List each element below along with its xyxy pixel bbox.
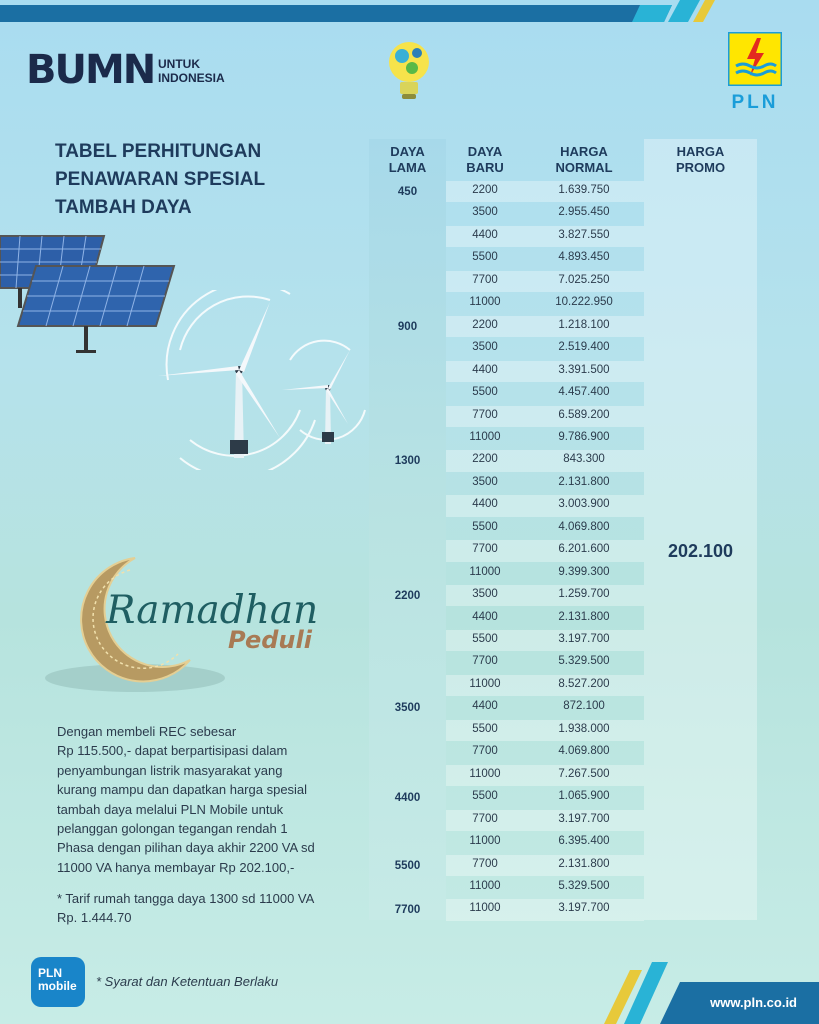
pln-mobile-line-2: mobile — [38, 979, 77, 993]
pln-wordmark: PLN — [731, 92, 779, 113]
top-decor-bar — [0, 0, 819, 22]
bumn-wordmark: BUMN — [26, 47, 155, 93]
cell-daya-baru: 11000 — [469, 430, 501, 443]
cell-daya-baru: 4400 — [472, 363, 498, 376]
cell-harga-normal: 1.639.750 — [558, 184, 610, 196]
cell-harga-normal: 3.391.500 — [558, 363, 610, 376]
table-row — [446, 675, 644, 696]
bumn-tagline-1: UNTUK — [158, 57, 200, 71]
tariff-note-line: Rp. 1.444.70 — [57, 910, 132, 925]
bumn-logo — [26, 48, 246, 92]
cell-daya-baru: 2200 — [472, 184, 498, 196]
cell-harga-normal: 4.893.450 — [558, 251, 610, 264]
cell-harga-normal: 2.519.400 — [558, 341, 610, 354]
header-harga-promo — [644, 144, 757, 184]
cell-daya-baru: 5500 — [472, 722, 498, 735]
cell-daya-baru: 2200 — [472, 318, 498, 331]
cell-daya-lama: 4400 — [394, 792, 421, 805]
cell-daya-baru: 3500 — [472, 475, 498, 488]
cell-harga-normal: 3.197.700 — [558, 812, 610, 825]
cell-harga-normal: 9.786.900 — [558, 430, 610, 443]
header-daya-baru — [446, 144, 524, 184]
description-line: 11000 VA hanya membayar Rp 202.100,- — [57, 859, 295, 875]
pricing-table — [369, 139, 757, 920]
cell-daya-baru: 5500 — [472, 790, 498, 803]
wind-turbine-illustration — [150, 290, 380, 470]
cell-daya-lama: 1300 — [394, 455, 421, 468]
cell-daya-baru: 4400 — [472, 498, 498, 511]
cell-harga-normal: 3.197.700 — [558, 902, 610, 915]
table-row — [446, 406, 644, 427]
table-row — [446, 271, 644, 292]
header-harga-normal — [524, 144, 644, 184]
cell-harga-normal: 7.267.500 — [558, 767, 610, 780]
table-row — [446, 316, 644, 337]
cell-harga-normal: 10.222.950 — [555, 296, 613, 309]
column-harga-promo — [644, 139, 757, 920]
cell-daya-baru: 7700 — [472, 273, 498, 286]
cell-harga-normal: 2.955.450 — [558, 206, 610, 219]
header-text: BARU — [466, 160, 504, 175]
table-row — [446, 720, 644, 741]
table-row — [446, 361, 644, 382]
cell-daya-baru: 7700 — [472, 857, 498, 870]
description-line: penyambungan listrik masyarakat yang — [57, 762, 283, 778]
cell-daya-baru: 11000 — [469, 565, 501, 578]
table-row — [446, 742, 644, 763]
cell-harga-normal: 4.069.800 — [558, 520, 610, 533]
description-line: Rp 115.500,- dapat berpartisipasi dalam — [57, 743, 288, 759]
table-row — [446, 473, 644, 494]
page-title — [55, 138, 325, 222]
cell-daya-baru: 7700 — [472, 408, 498, 421]
pln-logo — [726, 32, 784, 112]
cell-daya-baru: 11000 — [469, 902, 501, 915]
table-row — [446, 518, 644, 539]
cell-daya-baru: 5500 — [472, 386, 498, 399]
header-text: DAYA — [467, 144, 503, 159]
table-row — [446, 293, 644, 314]
cell-harga-normal: 1.938.000 — [558, 722, 610, 735]
cell-harga-normal: 2.131.800 — [558, 857, 610, 870]
table-row — [446, 787, 644, 808]
bumn-tagline — [158, 57, 225, 85]
table-row — [446, 765, 644, 786]
table-row — [446, 855, 644, 876]
description-line: Phasa dengan pilihan daya akhir 2200 VA sd — [57, 840, 315, 856]
cell-daya-baru: 3500 — [472, 588, 498, 601]
cell-daya-baru: 5500 — [472, 520, 498, 533]
cell-daya-baru: 7700 — [472, 655, 498, 668]
cell-daya-baru: 11000 — [469, 879, 501, 892]
cell-daya-lama: 900 — [397, 320, 418, 333]
table-row — [446, 585, 644, 606]
cell-harga-normal: 3.827.550 — [558, 228, 610, 241]
cell-daya-baru: 11000 — [469, 296, 501, 309]
table-row — [446, 338, 644, 359]
header-text: NORMAL — [555, 160, 613, 175]
cell-daya-baru: 2200 — [472, 453, 498, 466]
pln-mobile-line-1: PLN — [38, 966, 62, 980]
cell-harga-normal: 2.131.800 — [558, 610, 610, 623]
cell-harga-normal: 7.025.250 — [558, 273, 610, 286]
footer-decor-bar — [600, 962, 819, 1024]
cell-daya-lama: 7700 — [394, 904, 421, 917]
table-row — [446, 697, 644, 718]
description-line: Dengan membeli REC sebesar — [57, 724, 237, 739]
website-link[interactable]: www.pln.co.id — [710, 995, 797, 1010]
description-line: pelanggan golongan tegangan rendah 1 — [57, 821, 288, 837]
header-text: PROMO — [675, 160, 726, 175]
cell-harga-normal: 1.218.100 — [558, 318, 610, 331]
cell-harga-normal: 6.589.200 — [558, 408, 610, 421]
description-line: kurang mampu dan dapatkan harga spesial — [57, 782, 308, 798]
cell-daya-lama: 5500 — [394, 859, 421, 872]
cell-harga-normal: 9.399.300 — [558, 565, 610, 578]
bumn-tagline-2: INDONESIA — [158, 71, 225, 85]
header-text: HARGA — [676, 144, 725, 159]
title-line-1: TABEL PERHITUNGAN — [55, 141, 262, 162]
tariff-note-line: * Tarif rumah tangga daya 1300 sd 11000 VA — [57, 891, 315, 906]
cell-harga-normal: 843.300 — [563, 453, 605, 466]
table-row — [446, 563, 644, 584]
header-text: HARGA — [560, 144, 608, 159]
cell-harga-normal: 2.131.800 — [558, 475, 610, 488]
cell-harga-normal: 8.527.200 — [558, 677, 610, 690]
table-row — [446, 428, 644, 449]
description — [57, 722, 347, 877]
cell-daya-baru: 4400 — [472, 228, 498, 241]
pln-lightning-icon — [728, 32, 782, 86]
description-line: tambah daya melalui PLN Mobile untuk — [57, 801, 284, 817]
title-line-3: TAMBAH DAYA — [55, 197, 192, 218]
cell-daya-baru: 11000 — [469, 767, 501, 780]
cell-daya-baru: 4400 — [472, 700, 498, 713]
table-row — [446, 450, 644, 471]
table-row — [446, 608, 644, 629]
cell-harga-normal: 3.003.900 — [558, 498, 610, 511]
tariff-note — [57, 889, 347, 927]
cell-daya-baru: 7700 — [472, 543, 498, 556]
header-text: DAYA — [390, 144, 425, 159]
table-row — [446, 203, 644, 224]
campaign-sub: Peduli — [228, 626, 312, 654]
cell-harga-normal: 5.329.500 — [558, 879, 610, 892]
table-row — [446, 899, 644, 920]
table-row — [446, 877, 644, 898]
table-row — [446, 181, 644, 202]
cell-harga-normal: 4.457.400 — [558, 386, 610, 399]
cell-daya-baru: 7700 — [472, 745, 498, 758]
cell-daya-lama: 3500 — [394, 702, 421, 715]
pln-mobile-app-icon[interactable] — [31, 957, 85, 1007]
cell-daya-baru: 11000 — [469, 677, 501, 690]
cell-harga-normal: 1.259.700 — [558, 588, 610, 601]
cell-harga-normal: 3.197.700 — [558, 633, 610, 645]
header-text: LAMA — [388, 160, 427, 175]
cell-daya-baru: 7700 — [472, 812, 498, 825]
table-row — [446, 383, 644, 404]
cell-harga-normal: 5.329.500 — [558, 655, 610, 668]
table-row — [446, 810, 644, 831]
cell-harga-normal: 4.069.800 — [558, 745, 610, 758]
cell-harga-normal: 1.065.900 — [558, 790, 610, 803]
cell-daya-lama: 450 — [397, 186, 418, 198]
cell-harga-normal: 6.395.400 — [558, 835, 610, 848]
title-line-2: PENAWARAN SPESIAL — [55, 169, 266, 190]
cell-daya-baru: 11000 — [469, 835, 501, 848]
cell-daya-baru: 5500 — [472, 251, 498, 264]
cell-daya-baru: 3500 — [472, 206, 498, 219]
table-row — [446, 226, 644, 247]
header-daya-lama — [369, 144, 446, 184]
campaign-name: Ramadhan — [106, 588, 319, 633]
cell-daya-lama: 2200 — [394, 590, 421, 603]
table-row — [446, 652, 644, 673]
cell-daya-baru: 3500 — [472, 341, 498, 354]
cell-daya-baru: 4400 — [472, 610, 498, 623]
lightbulb-icon — [384, 38, 434, 102]
table-row — [446, 248, 644, 269]
cell-harga-normal: 6.201.600 — [558, 543, 610, 556]
table-row — [446, 540, 644, 561]
terms-text: * Syarat dan Ketentuan Berlaku — [96, 974, 279, 989]
table-row — [446, 495, 644, 516]
cell-harga-normal: 872.100 — [563, 700, 605, 713]
cell-daya-baru: 5500 — [472, 633, 498, 645]
table-row — [446, 832, 644, 853]
promo-price: 202.100 — [667, 541, 734, 561]
table-row — [446, 630, 644, 651]
